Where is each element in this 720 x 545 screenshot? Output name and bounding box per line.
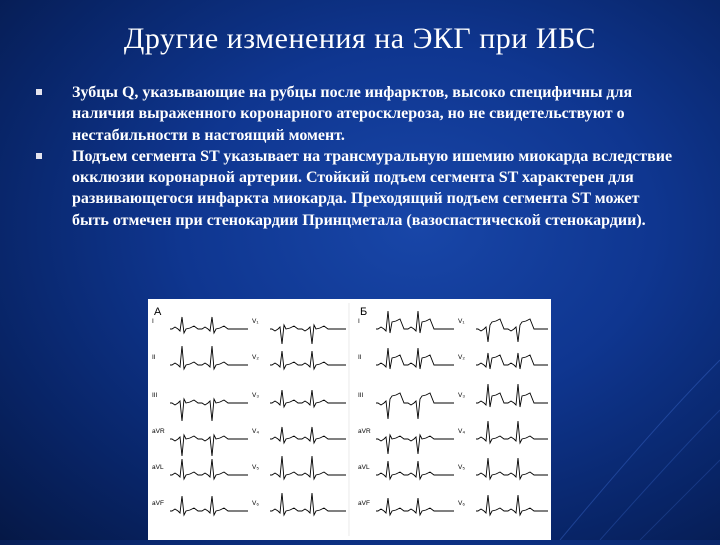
ecg-trace [270,427,346,443]
lead-label: III [152,392,158,399]
lead-label: V₁ [458,318,465,325]
lead-label: V₄ [252,428,259,435]
ecg-trace [476,384,548,407]
ecg-trace [270,325,346,344]
ecg-trace [170,435,248,456]
lead-label: III [358,392,364,399]
bullet-list [36,82,676,231]
ecg-trace [476,319,548,342]
ecg-traces [148,299,551,540]
ecg-trace [376,393,454,419]
ecg-trace [376,435,454,454]
ecg-trace [476,353,548,369]
lead-label: I [152,318,154,325]
lead-label: V₄ [458,428,465,435]
lead-label: V₅ [252,464,259,471]
lead-label: V₅ [458,464,465,471]
lead-label: aVF [358,500,370,507]
ecg-trace [376,498,454,515]
lead-label: V₃ [252,392,259,399]
slide-title: Другие изменения на ЭКГ при ИБС [123,22,597,55]
ecg-trace [376,311,454,333]
ecg-trace [476,421,548,443]
ecg-trace [170,496,248,515]
ecg-figure [148,299,551,540]
bullet-item [36,82,676,146]
panel-label-b: Б [360,306,368,318]
lead-label: V₆ [458,500,465,507]
ecg-trace [170,346,248,369]
ecg-trace [376,461,454,479]
ecg-trace [170,459,248,479]
bullet-text: Подъем сегмента ST указывает на трансмуральную ишемию миокарда вследствие окклюзии коронарной артерии. Стойкий подъем сегмента ST характерен для развивающегося инфаркта миокарда. Преходящий подъем сегмента ST может быть отмечен при стенокардии Принцметала (вазоспастической стенокардии). [72,147,673,229]
ecg-trace [376,348,454,369]
ecg-trace [270,390,346,407]
lead-label: aVL [358,464,370,471]
lead-label: aVR [358,428,371,435]
ecg-trace [270,493,346,515]
lead-label: V₁ [252,318,259,325]
lead-label: aVF [152,500,164,507]
lead-label: V₆ [252,500,259,507]
lead-label: II [358,354,362,361]
lead-label: I [358,318,360,325]
ecg-trace [270,456,346,479]
bullet-text: Зубцы Q, указывающие на рубцы после инфарктов, высоко специфичны для наличия выраженного коронарного атеросклероза, но не свидетельствуют о нестабильности в настоящий момент. [72,84,633,144]
lead-label: aVL [152,464,164,471]
panel-label-a: А [154,306,162,318]
ecg-trace [170,399,248,421]
ecg-trace [476,458,548,479]
ecg-trace [170,317,248,333]
ecg-trace [476,495,548,515]
bullet-item [36,146,676,231]
square-bullet-icon [36,89,42,95]
ecg-trace [270,351,346,369]
square-bullet-icon [36,153,42,159]
lead-label: V₃ [458,392,465,399]
lead-label: V₂ [458,354,465,361]
lead-label: II [152,354,156,361]
lead-label: V₂ [252,354,259,361]
lead-label: aVR [152,428,165,435]
